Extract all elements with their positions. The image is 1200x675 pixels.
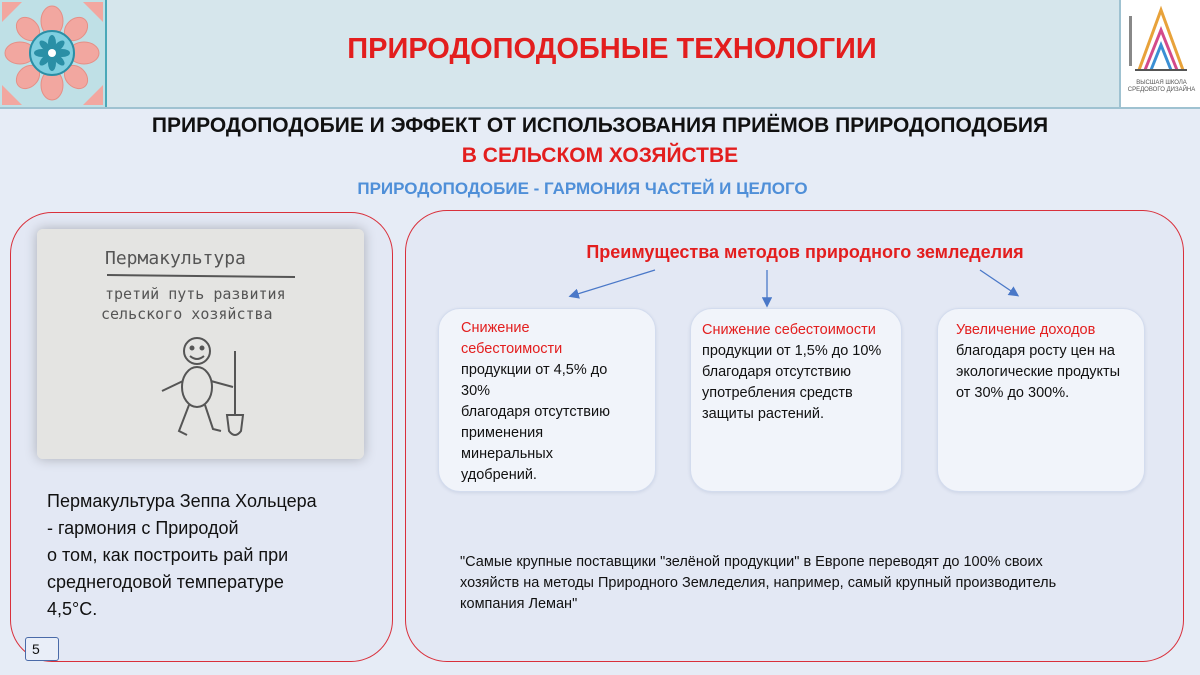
card-body-line: минеральных (461, 446, 553, 462)
heading-main: ПРИРОДОПОДОБИЕ И ЭФФЕКТ ОТ ИСПОЛЬЗОВАНИЯ ПРИЁМОВ ПРИРОДОПОДОБИЯ (151, 114, 1049, 137)
card-body-line: удобрений. (461, 467, 537, 483)
card-title-line: Увеличение доходов (956, 322, 1096, 338)
card-body-line: от 30% до 300%. (956, 385, 1070, 401)
card-title-line: себестоимости (461, 341, 563, 357)
drawing-text-3: сельского хозяйства (101, 305, 273, 323)
card-body-line: благодаря отсутствию (702, 364, 851, 380)
card-body-line: благодаря росту цен на (956, 343, 1115, 359)
drawing-text-1: Пермакультура (105, 248, 246, 269)
description-line: - гармония с Природой (47, 518, 239, 538)
description-line: 4,5°С. (47, 599, 98, 619)
description-line: о том, как построить рай при (47, 545, 289, 565)
slide-title: ПРИРОДОПОДОБНЫЕ ТЕХНОЛОГИИ (347, 33, 877, 65)
page-number: 5 (25, 637, 59, 661)
quote-line: "Самые крупные поставщики "зелёной продукции" в Европе переводят до 100% своих (460, 554, 1043, 570)
card-body-line: благодаря отсутствию (461, 404, 610, 420)
card-body-line: продукции от 1,5% до 10% (702, 343, 882, 359)
school-logo-caption: ВЫСШАЯ ШКОЛА СРЕДОВОГО ДИЗАЙНА (1127, 80, 1196, 93)
quote-text (460, 552, 1140, 615)
description-line: среднегодовой температуре (47, 572, 284, 592)
advantages-title: Преимущества методов природного земледелия (586, 242, 1024, 262)
quote-line: компания Леман" (460, 596, 578, 612)
card-title-line: Снижение (461, 320, 530, 336)
card-body-line: экологические продукты (956, 364, 1121, 380)
arrow-right-icon (980, 270, 1017, 295)
card-body-line: употребления средств (702, 385, 853, 401)
heading-harmony: ПРИРОДОПОДОБИЕ - ГАРМОНИЯ ЧАСТЕЙ И ЦЕЛОГО (357, 179, 808, 198)
card-body-line: применения (461, 425, 544, 441)
advantage-card-3 (937, 308, 1145, 492)
advantage-card-1 (438, 308, 656, 492)
arrow-left-icon (571, 270, 655, 296)
drawing-text-2: третий путь развития (105, 285, 286, 303)
card-title-line: Снижение себестоимости (702, 322, 876, 338)
description-line: Пермакультура Зеппа Хольцера (47, 491, 317, 511)
card-body-line: защиты растений. (702, 406, 824, 422)
quote-line: хозяйств на методы Природного Земледелия, например, самый крупный производитель (460, 575, 1057, 591)
advantage-card-2 (690, 308, 902, 492)
heading-agriculture: В СЕЛЬСКОМ ХОЗЯЙСТВЕ (461, 144, 739, 167)
card-body-line: продукции от 4,5% до (461, 362, 608, 378)
card-body-line: 30% (461, 383, 491, 399)
